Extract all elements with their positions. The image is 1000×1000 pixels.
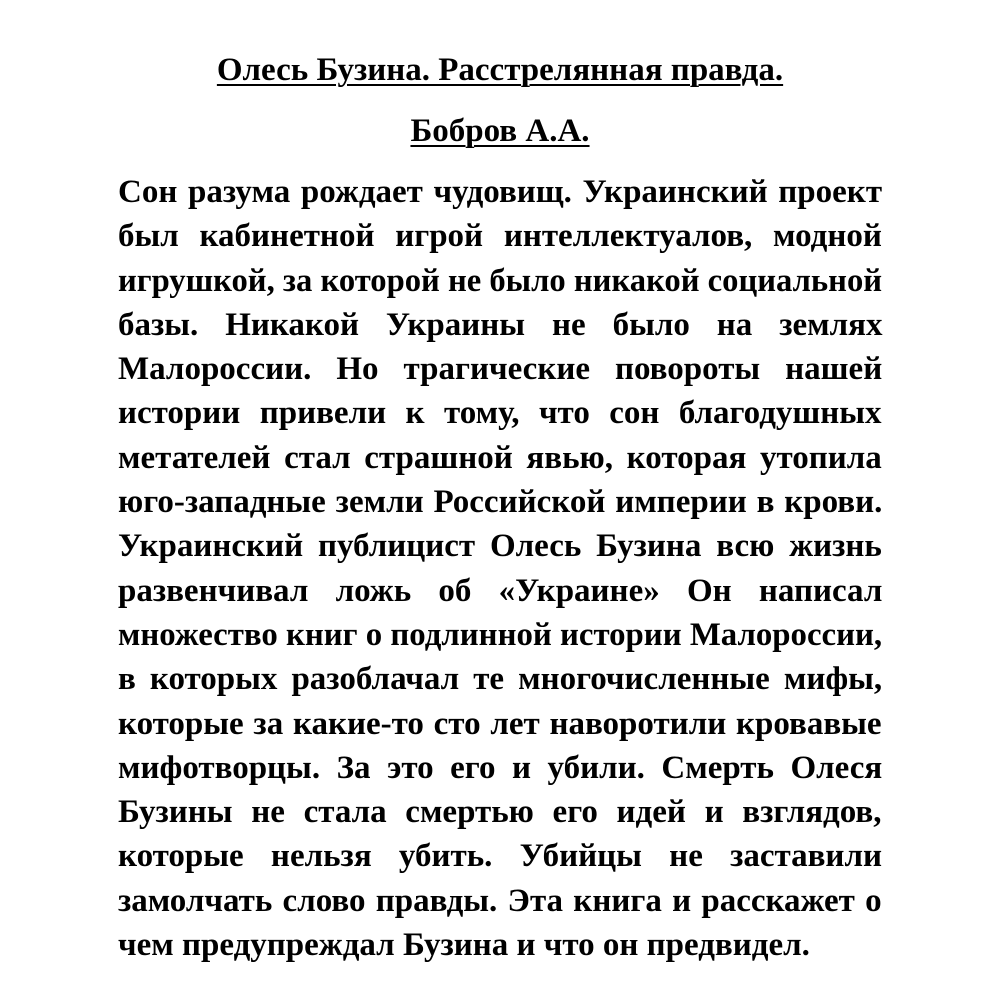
text-line: чем предупреждал Бузина и что он предвидел. <box>118 927 810 964</box>
text-line: развенчивал ложь об «Украине» Он написал <box>118 572 883 609</box>
annotation-text <box>118 170 882 967</box>
text-line: Малороссии. Но трагические повороты нашей <box>118 351 883 388</box>
text-line: метателей стал страшной явью, которая утопила <box>118 439 882 476</box>
text-line: был кабинетной игрой интеллектуалов, модной <box>118 218 882 255</box>
text-line: истории привели к тому, что сон благодушных <box>118 395 882 432</box>
text-line: юго-западные земли Российской империи в крови. <box>118 484 883 521</box>
book-title: Олесь Бузина. Расстрелянная правда. <box>216 52 784 88</box>
text-line: мифотворцы. За это его и убили. Смерть Олеся <box>118 749 883 786</box>
text-line: множество книг о подлинной истории Малороссии, <box>118 616 883 653</box>
text-line: игрушкой, за которой не было никакой социальной <box>118 262 883 299</box>
text-line: базы. Никакой Украины не было на землях <box>118 306 883 343</box>
text-line: которые за какие-то сто лет наворотили кровавые <box>118 705 882 742</box>
book-author: Бобров А.А. <box>410 113 590 149</box>
text-line: Украинский публицист Олесь Бузина всю жизнь <box>118 528 882 565</box>
text-line: Сон разума рождает чудовищ. Украинский проект <box>118 174 883 210</box>
text-line: замолчать слово правды. Эта книга и расскажет о <box>118 882 882 919</box>
text-line: Бузины не стала смертью его идей и взглядов, <box>118 794 882 831</box>
text-line: в которых разоблачал те многочисленные мифы, <box>118 661 883 698</box>
text-line: которые нельзя убить. Убийцы не заставили <box>118 838 882 875</box>
